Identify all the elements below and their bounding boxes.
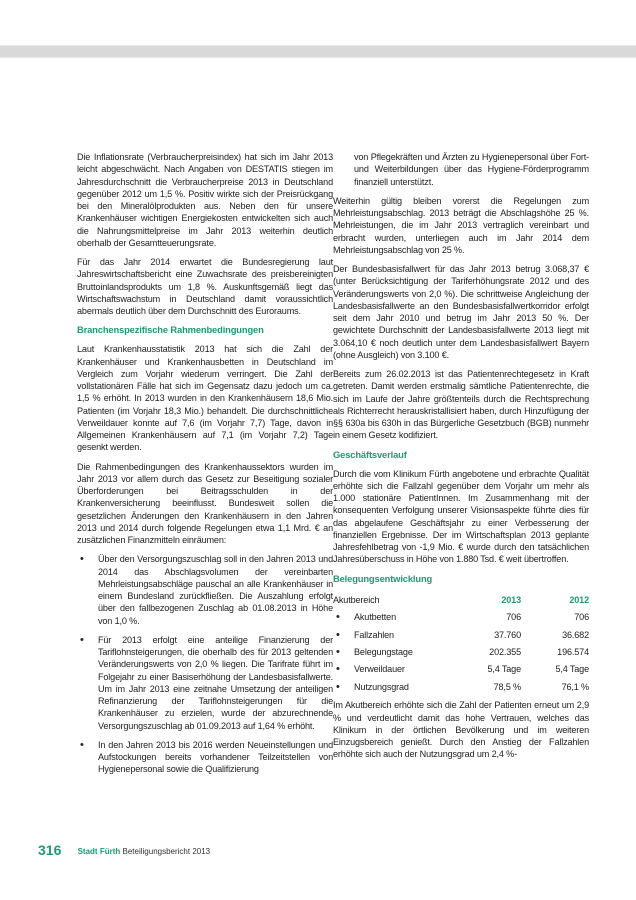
list-item: • In den Jahren 2013 bis 2016 werden Neueinstellungen und Aufstockungen bereits vorhandener Teilzeitstellen von Hygienepersonal sowie die Qualifizierung	[77, 739, 333, 776]
value-2012: 76,1 %	[561, 681, 589, 692]
top-gray-bar	[0, 45, 636, 58]
paragraph-hospital-statistics: Laut Krankenhausstatistik 2013 hat sich die Zahl der Krankenhäuser und Krankenhausbetten in Deutschland im Vergleich zum Vorjahr wiederum verringert. Die Zahl der vollstationären Fälle hat sich im Gegensatz dazu jedoch um ca. 1,5 % erhöht. In 2013 wurden in den Krankenhäusern 18,6 Mio. Patienten (im Vorjahr 18,3 Mio.) behandelt. Die durchschnittliche Verweildauer konnte auf 7,6 (im Vorjahr 7,7) Tage, davon in Allgemeinen Krankenhäusern auf 7,1 (im Vorjahr 7,2) Tage gesenkt werden.	[77, 344, 333, 453]
table-row	[333, 661, 589, 678]
table-header-2012: 2012	[569, 595, 589, 606]
table-row	[333, 626, 589, 643]
paragraph-bundesbasisfallwert: Der Bundesbasisfallwert für das Jahr 2013 betrug 3.068,37 € (unter Berücksichtigung der Tariferhöhungsrate 2012 und des Veränderungswerts von 2,0 %). Die schrittweise Angleichung der Landesbasisfallwerte an den Bundesbasisfallwertkorridor erfolgt seit dem Jahr 2010 und betrug im Jahr 2013 50 %. Der gewichtete Durchschnitt der Landesbasisfallwerte 2013 liegt mit 3.064,10 € noch deutlich unter dem Landesbasisfallwert Bayern (ohne Ausgleich) von 3.100 €.	[333, 264, 589, 360]
bullet-icon: •	[336, 628, 340, 641]
paragraph-framework-conditions: Die Rahmenbedingungen des Krankenhaussektors wurden im Jahr 2013 vor allem durch das Gesetz zur Beseitigung sozialer Überforderungen bei Beitragsschulden in der Krankenversicherung beeinflusst. Bundesweit sollen die gesetzlichen Änderungen den Krankenhäusern in den Jahren 2013 und 2014 durch folgende Regelungen etwa 1,1 Mrd. € an zusätzlichen Finanzmitteln einräumen:	[77, 461, 333, 545]
occupancy-table	[333, 592, 589, 696]
row-label: Belegungstage	[354, 646, 413, 657]
section-heading-geschaeftsverlauf: Geschäftsverlauf	[333, 448, 407, 460]
list-item: • Für 2013 erfolgt eine anteilige Finanzierung der Tariflohnsteigerungen, die oberhalb des für 2013 geltenden Veränderungswerts von 2,0 % liegen. Die Tarifrate führt im Folgejahr zu einer Basiserhöhung der Landesbasisfallwerte. Um im Jahr 2013 eine zeitnahe Umsetzung der anteiligen Refinanzierung der Tariflohnsteigerungen für die Krankenhäuser zu erzielen, wurde der abzurechnende Versorgungszuschlag ab 01.09.2013 auf 1,64 % erhöht.	[77, 634, 333, 732]
table-row	[333, 643, 589, 660]
page-number: 316	[38, 842, 62, 858]
paragraph-patientenrechtegesetz: Bereits zum 26.02.2013 ist das Patientenrechtegesetz in Kraft getreten. Damit werden erstmalig sämtliche Patientenrechte, die sich im Laufe der Jahre größtenteils durch die Rechtsprechung als Richterrecht herauskristallisiert haben, durch Hinzufügung der §§ 630a bis 630h in das Bürgerliche Gesetzbuch (BGB) nunmehr in einem Gesetz kodifiziert.	[333, 369, 589, 441]
paragraph-akutbereich: Im Akutbereich erhöhte sich die Zahl der Patienten erneut um 2,9 % und verdeutlicht damit das hohe Vertrauen, welches das Klinikum in der örtlichen Bevölkerung und im weiteren Einzugsbereich genießt. Durch den Anstieg der Fallzahlen erhöhte sich auch der Nutzungsgrad um 2,4 %-	[333, 700, 589, 760]
value-2012: 196.574	[557, 646, 589, 657]
paragraph-business-development: Durch die vom Klinikum Fürth angebotene und erbrachte Qualität erhöhte sich die Fallzahl gegenüber dem Vorjahr um mehr als 1.000 stationäre PatientInnen. Im Zusammenhang mit der konsequenten Verfolgung unserer Visionsaspekte führte dies für das abgelaufene Geschäftsjahr zu einer Verbesserung der finanziellen Ergebnisse. Der im Wirtschaftsplan 2013 geplante Jahresfehlbetrag von -1,9 Mio. € wurde durch den tatsächlichen Jahresüberschuss in Höhe von 1.880 Tsd. € weit übertroffen.	[333, 468, 589, 565]
paragraph-mehrleistungsabschlag: Weiterhin gültig bleiben vorerst die Regelungen zum Mehrleistungsabschlag. 2013 beträgt die Abschlagshöhe 25 %. Mehrleistungen, die im Jahr 2013 vertraglich vereinbart und erbracht wurden, unterliegen auch im Jahr 2014 dem Mehrleistungsabschlag von 25 %.	[333, 195, 589, 255]
page-footer	[38, 842, 210, 858]
value-2013: 202.355	[489, 646, 521, 657]
row-label: Fallzahlen	[354, 629, 394, 640]
value-2013: 5,4 Tage	[487, 664, 521, 675]
section-heading-belegungsentwicklung: Belegungsentwicklung	[333, 572, 433, 584]
table-header-2013: 2013	[501, 595, 521, 606]
row-label: Akutbetten	[354, 612, 396, 623]
value-2012: 5,4 Tage	[555, 664, 589, 675]
row-label: Verweildauer	[354, 664, 405, 675]
left-column	[77, 151, 333, 783]
bullet-icon: •	[336, 680, 340, 693]
bullet-icon: •	[336, 663, 340, 676]
table-row	[333, 609, 589, 626]
value-2013: 78,5 %	[493, 681, 521, 692]
table-row	[333, 678, 589, 695]
list-item: • Über den Versorgungszuschlag soll in den Jahren 2013 und 2014 das Abschlagsvolumen der vereinbarten Mehrleistungsabschläge pauschal an alle Krankenhäuser in einem Bundesland zurückfließen. Die Auszahlung erfolgt über den fallbezogenen Zuschlag ab 01.08.2013 in Höhe von 1,0 %.	[77, 553, 333, 627]
footer-city: Stadt Fürth	[77, 847, 121, 856]
section-heading-branchenspezifisch: Branchenspezifische Rahmenbedingungen	[77, 324, 264, 336]
value-2012: 706	[574, 612, 589, 623]
table-header-row	[333, 592, 589, 609]
list-item-continuation: von Pflegekräften und Ärzten zu Hygienepersonal über Fort- und Weiterbildungen über das Hygiene-Förderprogramm finanziell unterstützt.	[354, 152, 589, 187]
table-header-label: Akutbereich	[333, 595, 380, 606]
bullet-icon: •	[336, 645, 340, 658]
paragraph-gdp-outlook: Für das Jahr 2014 erwartet die Bundesregierung laut Jahreswirtschaftsbericht eine Zuwachsrate des preisbereinigten Bruttoinlandsprodukts um 1,8 %. Auskunftsgemäß liegt das Wirtschaftswachstum in Deutschland damit voraussichtlich abermals deutlich über dem Durchschnitt des Euroraums.	[77, 257, 333, 316]
footer-report-title: Beteiligungsbericht 2013	[122, 847, 211, 856]
regulation-list	[77, 553, 333, 775]
value-2012: 36.682	[562, 629, 589, 640]
bullet-icon: •	[336, 611, 340, 624]
value-2013: 37.760	[494, 629, 521, 640]
right-column	[333, 151, 589, 768]
paragraph-inflation: Die Inflationsrate (Verbraucherpreisindex) hat sich im Jahr 2013 leicht abgeschwächt. Nach Angaben von DESTATIS stiegen im Jahresdurchschnitt die Verbraucherpreise 2013 in Deutschland gegenüber 2012 um 1,5 %. Positiv wirkte sich der Preisrückgang bei den Mineralölprodukten aus. Neben den für unsere Krankenhäuser wichtigen Energiekosten entwickelten sich auch die Nahrungsmittelpreise im Jahr 2013 weiterhin deutlich oberhalb der Gesamtteuerungsrate.	[77, 152, 333, 248]
value-2013: 706	[506, 612, 521, 623]
row-label: Nutzungsgrad	[354, 681, 409, 692]
